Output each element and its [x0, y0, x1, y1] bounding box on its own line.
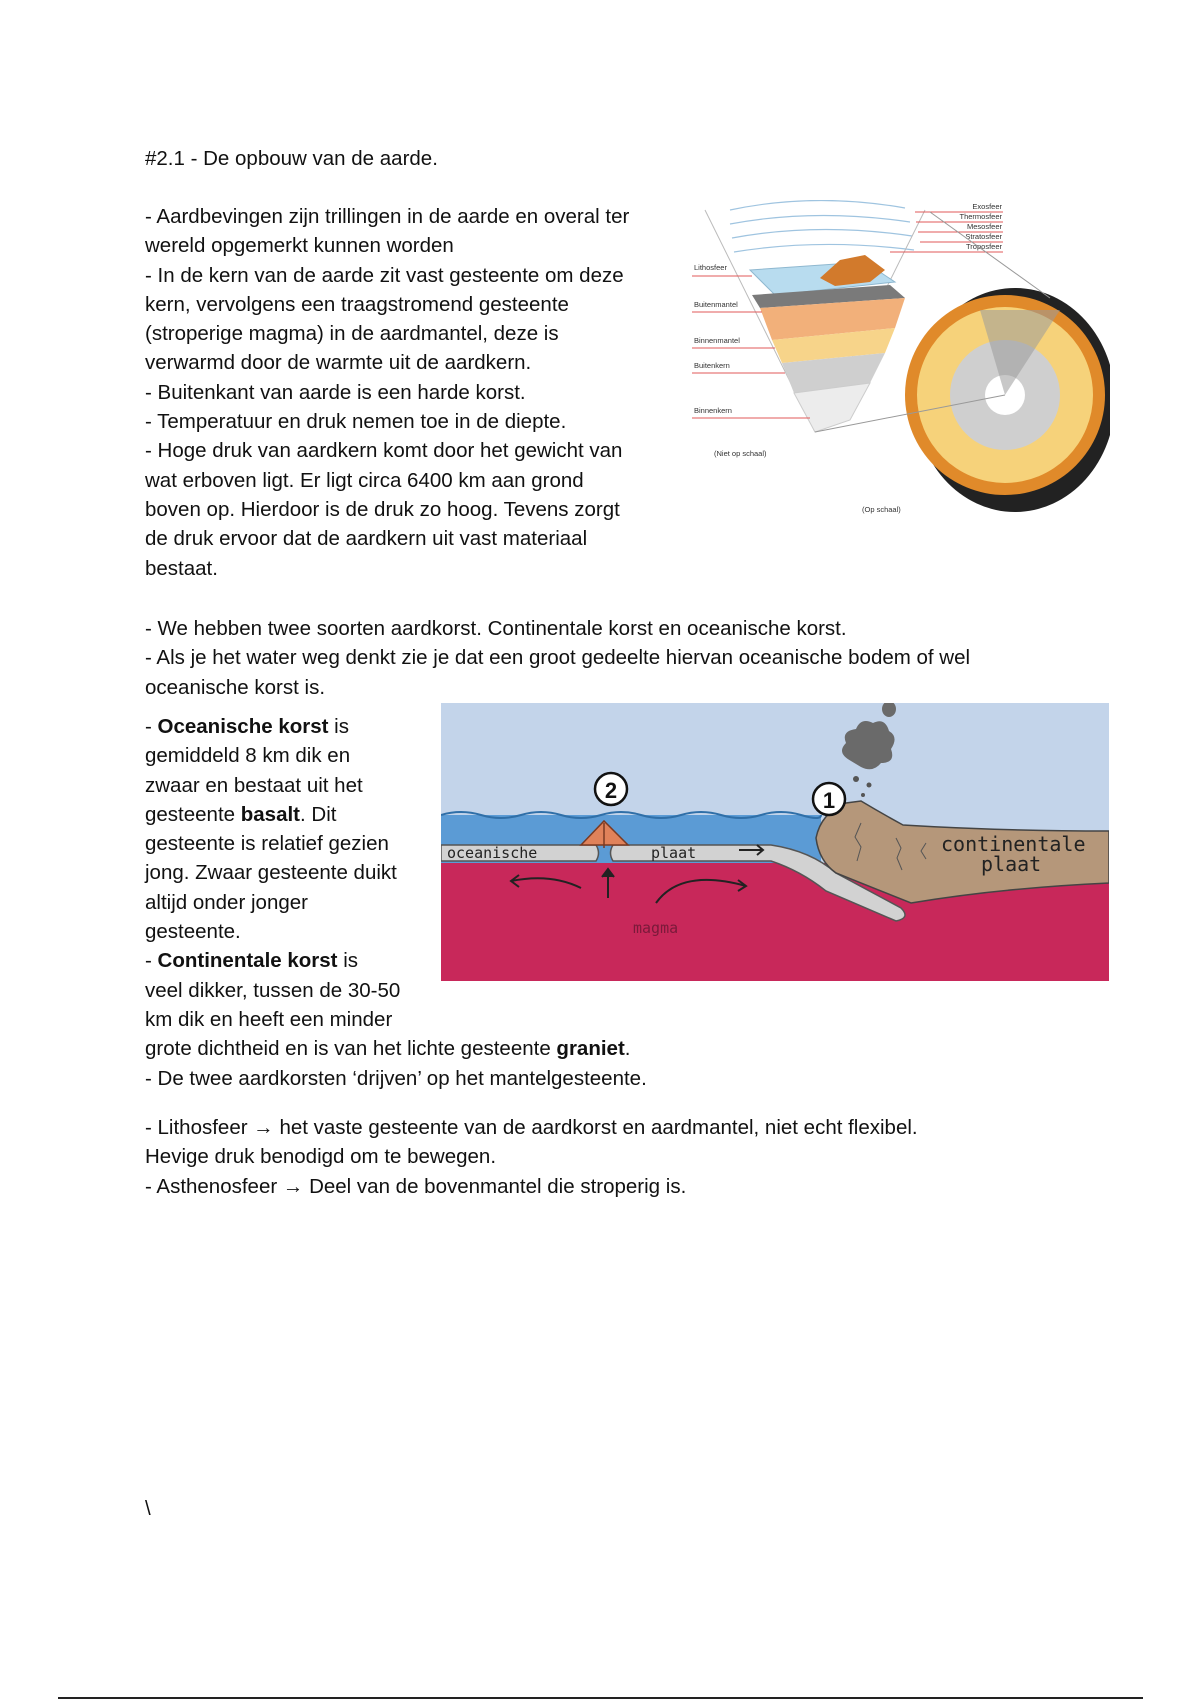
text-fragment: -	[145, 715, 158, 738]
text-line	[145, 1034, 631, 1063]
text-line: - Asthenosfeer → Deel van de bovenmantel die stroperig is.	[145, 1174, 687, 1198]
label-magma: magma	[633, 919, 679, 937]
layer-label: Buitenmantel	[694, 300, 738, 309]
text-line: kern, vervolgens een traagstromend gesteente	[145, 292, 569, 316]
text-line: - Hoge druk van aardkern komt door het gewicht van	[145, 439, 623, 463]
layer-label: Binnenkern	[694, 406, 732, 415]
term-basalt: basalt	[240, 802, 300, 826]
text-line: de druk ervoor dat de aardkern uit vast materiaal	[145, 527, 588, 551]
layer-label: Buitenkern	[694, 361, 730, 370]
to-scale-label: (Op schaal)	[862, 505, 901, 514]
paragraph-crust-types	[145, 614, 1105, 702]
marker-2-label: 2	[604, 778, 618, 803]
text-line: altijd onder jonger	[145, 890, 308, 914]
paragraph-lithosphere	[145, 1113, 1045, 1201]
text-fragment: is	[328, 715, 349, 738]
term-oceanic-crust: Oceanische korst	[157, 715, 329, 738]
atmosphere-label: Exosfeer	[972, 202, 1002, 211]
atmosphere-label: Thermosfeer	[959, 212, 1002, 221]
page-bottom-rule	[58, 1697, 1143, 1699]
text-line: - We hebben twee soorten aardkorst. Continentale korst en oceanische korst.	[145, 617, 847, 640]
earth-layers-diagram	[690, 200, 1110, 540]
text-fragment: grote dichtheid en is van het lichte gesteente	[145, 1037, 557, 1061]
text-line: veel dikker, tussen de 30-50	[145, 978, 401, 1002]
layer-label: Binnenmantel	[694, 336, 740, 345]
marker-2	[595, 773, 627, 805]
text-line: Hevige druk benodigd om te bewegen.	[145, 1145, 497, 1169]
text-line: km dik en heeft een minder	[145, 1007, 393, 1031]
atmosphere-label: Troposfeer	[966, 242, 1002, 251]
label-continental-plate: plaat	[981, 852, 1042, 876]
not-to-scale-label: (Niet op schaal)	[714, 449, 767, 458]
text-line	[145, 946, 445, 975]
text-line: - Aardbevingen zijn trillingen in de aarde en overal ter	[145, 205, 630, 228]
text-line: - Als je het water weg denkt zie je dat een groot gedeelte hiervan oceanische bodem of wel	[145, 646, 971, 670]
term-continental-crust: Continentale korst	[157, 949, 338, 973]
term-granite: graniet	[556, 1037, 625, 1061]
text-line: - Lithosfeer → het vaste gesteente van de aardkorst en aardmantel, niet echt flexibel.	[145, 1116, 918, 1139]
text-line: gesteente is relatief gezien	[145, 832, 389, 856]
text-line: - Temperatuur en druk nemen toe in de diepte.	[145, 410, 567, 434]
text-line: gemiddeld 8 km dik en	[145, 744, 351, 768]
label-plate: plaat	[651, 844, 697, 862]
text-line: - In de kern van de aarde zit vast gesteente om deze	[145, 263, 624, 287]
text-line: wereld opgemerkt kunnen worden	[145, 234, 454, 258]
text-line: gesteente.	[145, 920, 241, 944]
label-oceanic: oceanische	[447, 844, 538, 862]
text-fragment: .	[624, 1037, 631, 1061]
paragraph-earth-structure	[145, 202, 685, 583]
text-line: - Buitenkant van aarde is een harde korst.	[145, 380, 526, 404]
label-continental: continentale	[941, 832, 1086, 856]
text-line: oceanische korst is.	[145, 675, 326, 699]
page-title: #2.1 - De opbouw van de aarde.	[145, 147, 438, 170]
text-line: jong. Zwaar gesteente duikt	[145, 861, 397, 885]
marker-1-label: 1	[822, 788, 836, 813]
text-line: (stroperige magma) in de aardmantel, deze is	[145, 322, 559, 346]
text-line: boven op. Hierdoor is de druk zo hoog. Tevens zorgt	[145, 497, 620, 521]
text-line: zwaar en bestaat uit het	[145, 773, 363, 797]
text-line: bestaat.	[145, 556, 218, 580]
text-fragment: . Dit	[300, 802, 337, 826]
plate-tectonics-diagram	[441, 703, 1109, 981]
text-line: verwarmd door de warmte uit de aardkern.	[145, 351, 532, 375]
marker-1	[813, 783, 845, 815]
text-line	[145, 800, 445, 829]
atmosphere-arcs	[730, 200, 914, 252]
layer-label: Lithosfeer	[694, 263, 727, 272]
text-line	[145, 712, 445, 741]
atmosphere-label: Mesosfeer	[966, 222, 1002, 231]
text-fragment: -	[145, 949, 158, 973]
text-line: wat erboven ligt. Er ligt circa 6400 km aan grond	[145, 468, 584, 492]
text-line: - De twee aardkorsten ‘drijven’ op het mantelgesteente.	[145, 1066, 647, 1090]
text-fragment: gesteente	[145, 802, 241, 826]
text-fragment: is	[337, 949, 358, 973]
atmosphere-label: Stratosfeer	[965, 232, 1002, 241]
stray-backslash: \	[145, 1497, 151, 1520]
paragraph-oceanic-continental	[145, 712, 647, 1093]
